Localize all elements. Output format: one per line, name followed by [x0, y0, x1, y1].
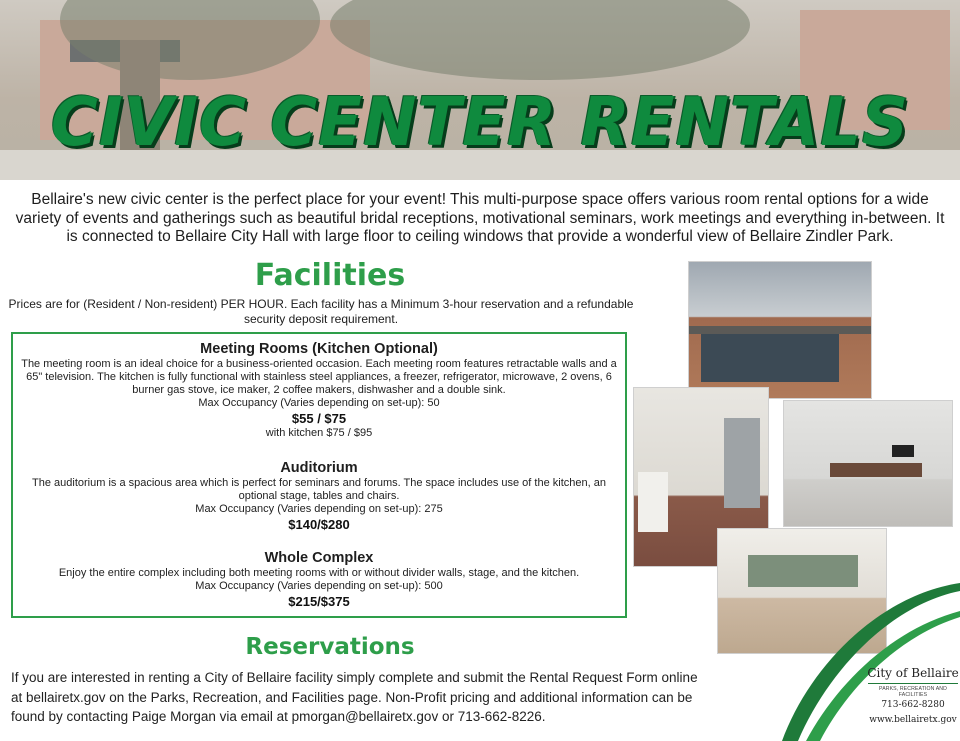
logo-website: www.bellairetx.gov: [869, 715, 957, 725]
hero-banner: [0, 0, 960, 180]
facility-description: The auditorium is a spacious area which is perfect for seminars and forums. The space includes use of the kitchen, an optional stage, tables and chairs.: [32, 477, 606, 502]
facility-price: $55 / $75: [291, 411, 347, 426]
tree-canopy-center: [330, 0, 750, 80]
facility-price: $215/$375: [288, 594, 350, 609]
facility-description: Enjoy the entire complex including both meeting rooms with or without divider walls, stage, and the kitchen.: [58, 567, 580, 579]
facility-name: Auditorium: [280, 460, 358, 476]
facility-meeting-rooms: [13, 340, 625, 440]
room-television: [892, 445, 914, 457]
logo-divider: [868, 683, 958, 684]
facility-extra-price: with kitchen $75 / $95: [265, 427, 373, 439]
facility-occupancy: Max Occupancy (Varies depending on set-up): 50: [198, 397, 440, 409]
page-title: CIVIC CENTER RENTALS: [50, 84, 910, 162]
facility-auditorium: [13, 459, 625, 533]
reservations-heading: Reservations: [245, 634, 415, 660]
logo-phone: 713-662-8280: [881, 700, 945, 710]
price-note: Prices are for (Resident / Non-resident) PER HOUR. Each facility has a Minimum 3-hour reservation and a refundable security deposit requirement.: [8, 297, 634, 326]
intro-text: Bellaire's new civic center is the perfect place for your event! This multi-purpose space offers various room rental options for a wide variety of events and gatherings such as beautiful bridal receptions, motivational seminars, work meetings and everything in-between. It is connected to Bellaire City Hall with large floor to ceiling windows that provide a wonderful view of Bellaire Zindler Park.: [15, 191, 945, 245]
photo-building-exterior: [688, 261, 872, 399]
facility-name: Whole Complex: [264, 550, 374, 566]
facility-occupancy: Max Occupancy (Varies depending on set-up): 275: [195, 503, 443, 515]
logo-city-name: City of Bellaire: [867, 666, 959, 680]
roof-cap: [689, 326, 871, 334]
facility-name: Meeting Rooms (Kitchen Optional): [200, 341, 438, 357]
glass-windows: [701, 334, 839, 382]
kitchen-appliance: [724, 418, 760, 508]
facility-whole-complex: [13, 549, 625, 610]
facilities-heading: Facilities: [254, 258, 406, 293]
photo-meeting-room: [783, 400, 953, 527]
logo-subtitle: PARKS, RECREATION AND FACILITIES: [879, 686, 947, 698]
facilities-box: [11, 332, 627, 618]
room-cabinet: [830, 463, 922, 477]
facility-description: The meeting room is an ideal choice for a business-oriented occasion. Each meeting room features retractable walls and a 65" television. The kitchen is fully functional with stainless steel appliances, a freezer, refrigerator, microwave, 2 ovens, 6 burner gas stove, ice maker, 2 coffee makers, dishwasher and a double sink.: [21, 358, 617, 396]
reservations-text: If you are interested in renting a City of Bellaire facility simply complete and submit the Rental Request Form online at bellairetx.gov on the Parks, Recreation, and Facilities page. Non-Profit pricing and additional information can be found by contacting Paige Morgan via email at pmorgan@bellairetx.gov or 713-662-8226.: [11, 670, 698, 724]
facility-price: $140/$280: [288, 517, 350, 532]
kitchen-counter: [638, 472, 668, 532]
facility-occupancy: Max Occupancy (Varies depending on set-up): 500: [195, 580, 443, 592]
